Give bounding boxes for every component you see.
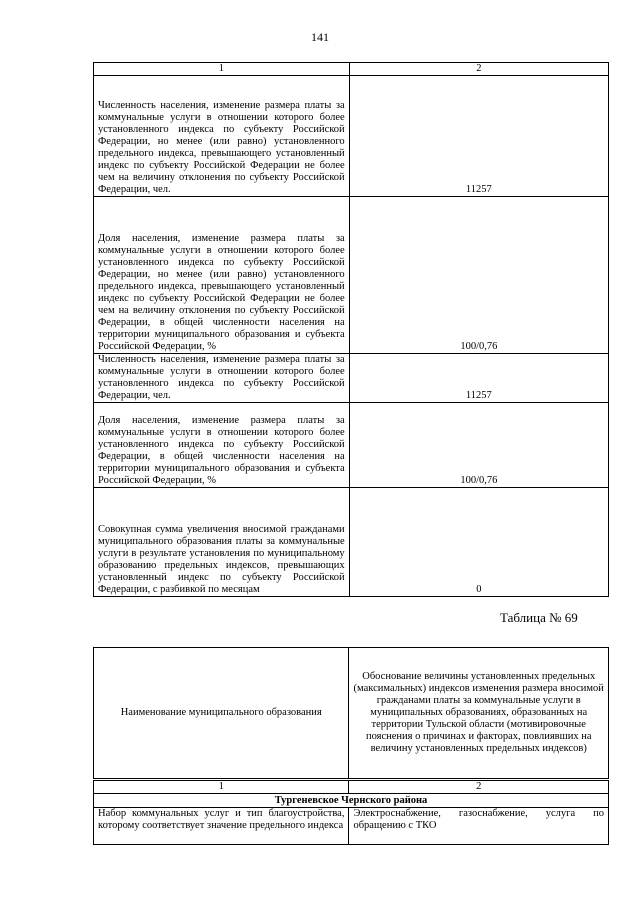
page-number: 141 [311,30,329,44]
district-name: Тургеневское Чернского района [94,794,609,808]
row-label: Набор коммунальных услуг и тип благоустройства, которому соответствует значение предельного индекса [94,808,349,845]
table-header-row [94,63,609,76]
header-justification: Обоснование величины установленных предельных (максимальных) индексов изменения размера вносимой гражданами платы за коммунальные услуги в муниципальных образованиях, образованных на территории Тульской области (мотивировочные пояснения о причинах и факторах, повлиявших на величину установленных предельных индексов) [349,648,609,780]
table-row [94,808,609,845]
table-row [94,197,609,354]
table-header-row [94,648,609,780]
row-label: Доля населения, изменение размера платы за коммунальные услуги в отношении которого более установленного индекса по субъекту Российской Федерации, но менее (или равно) установленного предельного индекса, превышающего установленный индекс по субъекту Российской Федерации не более чем на величину отклонения по субъекту Российской Федерации, в общей численности населения на территории муниципального образования и субъекта Российской Федерации, % [94,197,350,354]
table-row [94,76,609,197]
row-value: 11257 [349,76,608,197]
table-row [94,403,609,488]
table-row [94,354,609,403]
column-number-2: 2 [349,780,609,794]
column-number-1: 1 [94,780,349,794]
district-row [94,794,609,808]
row-label: Доля населения, изменение размера платы за коммунальные услуги в отношении которого более установленного индекса по субъекту Российской Федерации, в общей численности населения на территории муниципального образования и субъекта Российской Федерации, % [94,403,350,488]
row-label: Численность населения, изменение размера платы за коммунальные услуги в отношении которого более установленного индекса по субъекту Российской Федерации, но менее (или равно) установленного предельного индекса, превышающего установленный индекс по субъекту Российской Федерации не более чем на величину отклонения по субъекту Российской Федерации, чел. [94,76,350,197]
justification-table [93,647,609,845]
row-label: Совокупная сумма увеличения вносимой гражданами муниципального образования платы за коммунальные услуги в результате установления по муниципальному образованию предельных индексов, превышающих установленный индекс по субъекту Российской Федерации, с разбивкой по месяцам [94,488,350,597]
indicators-table [93,62,609,597]
row-value: 11257 [349,354,608,403]
row-value: 100/0,76 [349,197,608,354]
column-header-1: 1 [94,63,350,76]
row-label: Численность населения, изменение размера платы за коммунальные услуги в отношении которого более установленного индекса по субъекту Российской Федерации, чел. [94,354,350,403]
column-header-2: 2 [349,63,608,76]
row-value: Электроснабжение, газоснабжение, услуга по обращению с ТКО [349,808,609,845]
row-value: 0 [349,488,608,597]
header-municipality: Наименование муниципального образования [94,648,349,780]
table-caption: Таблица № 69 [500,610,578,625]
column-number-row [94,780,609,794]
table-row [94,488,609,597]
row-value: 100/0,76 [349,403,608,488]
